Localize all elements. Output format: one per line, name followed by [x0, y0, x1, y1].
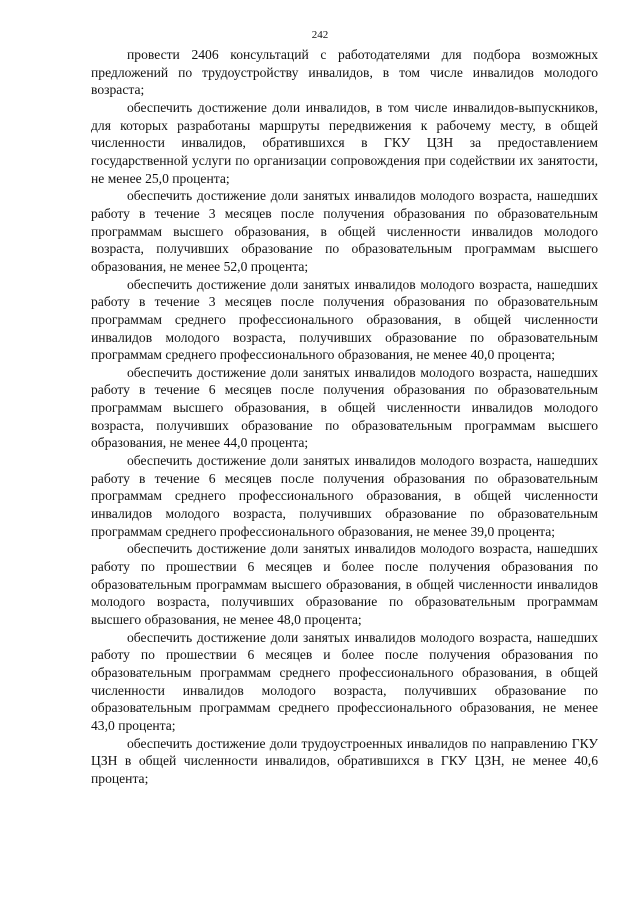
paragraph-vocational-edu-3-months: обеспечить достижение доли занятых инвалидов молодого возраста, нашедших работу в течение 3 месяцев после получения образования по образовательным программам среднего профессионального образования, в общей численности инвалидов молодого возраста, получивших образование по образовательным программам среднего профессионального образования, не менее 40,0 процента; — [91, 276, 598, 363]
paragraph-consultations: провести 2406 консультаций с работодателями для подбора возможных предложений по трудоустройству инвалидов, в том числе инвалидов молодого возраста; — [91, 47, 598, 98]
paragraph-vocational-edu-after-6-months: обеспечить достижение доли занятых инвалидов молодого возраста, нашедших работу по прошествии 6 месяцев и более после получения образования по образовательным программам среднего профессионального образования, в общей численности инвалидов молодого возраста, получивших образование по образовательным программам среднего профессионального образования, не менее 43,0 процента; — [91, 629, 598, 733]
page-number: 242 — [311, 29, 329, 41]
document-body — [91, 46, 598, 788]
paragraph-employed-by-referral: обеспечить достижение доли трудоустроенных инвалидов по направлению ГКУ ЦЗН в общей численности инвалидов, обратившихся в ГКУ ЦЗН, не менее 40,6 процента; — [91, 735, 598, 786]
paragraph-higher-edu-3-months: обеспечить достижение доли занятых инвалидов молодого возраста, нашедших работу в течение 3 месяцев после получения образования по образовательным программам высшего образования, в общей численности инвалидов молодого возраста, получивших образование по образовательным программам высшего образования, не менее 52,0 процента; — [91, 188, 598, 274]
paragraph-vocational-edu-6-months: обеспечить достижение доли занятых инвалидов молодого возраста, нашедших работу в течение 6 месяцев после получения образования по образовательным программам среднего профессионального образования, в общей численности инвалидов молодого возраста, получивших образование по образовательным программам среднего профессионального образования, не менее 39,0 процента; — [91, 453, 598, 539]
paragraph-routes-graduates: обеспечить достижение доли инвалидов, в том числе инвалидов-выпускников, для которых разработаны маршруты передвижения к рабочему месту, в общей численности инвалидов, обратившихся в ГКУ ЦЗН за предоставлением государственной услуги по организации сопровождения при содействии их занятости, не менее 25,0 процента; — [91, 99, 598, 186]
paragraph-higher-edu-6-months: обеспечить достижение доли занятых инвалидов молодого возраста, нашедших работу в течение 6 месяцев после получения образования по образовательным программам высшего образования, в общей численности инвалидов молодого возраста, получивших образование по образовательным программам высшего образования, не менее 44,0 процента; — [91, 364, 598, 451]
paragraph-higher-edu-after-6-months: обеспечить достижение доли занятых инвалидов молодого возраста, нашедших работу по прошествии 6 месяцев и более после получения образования по образовательным программам высшего образования, в общей численности инвалидов молодого возраста, получивших образование по образовательным программам высшего образования, не менее 48,0 процента; — [91, 541, 598, 627]
